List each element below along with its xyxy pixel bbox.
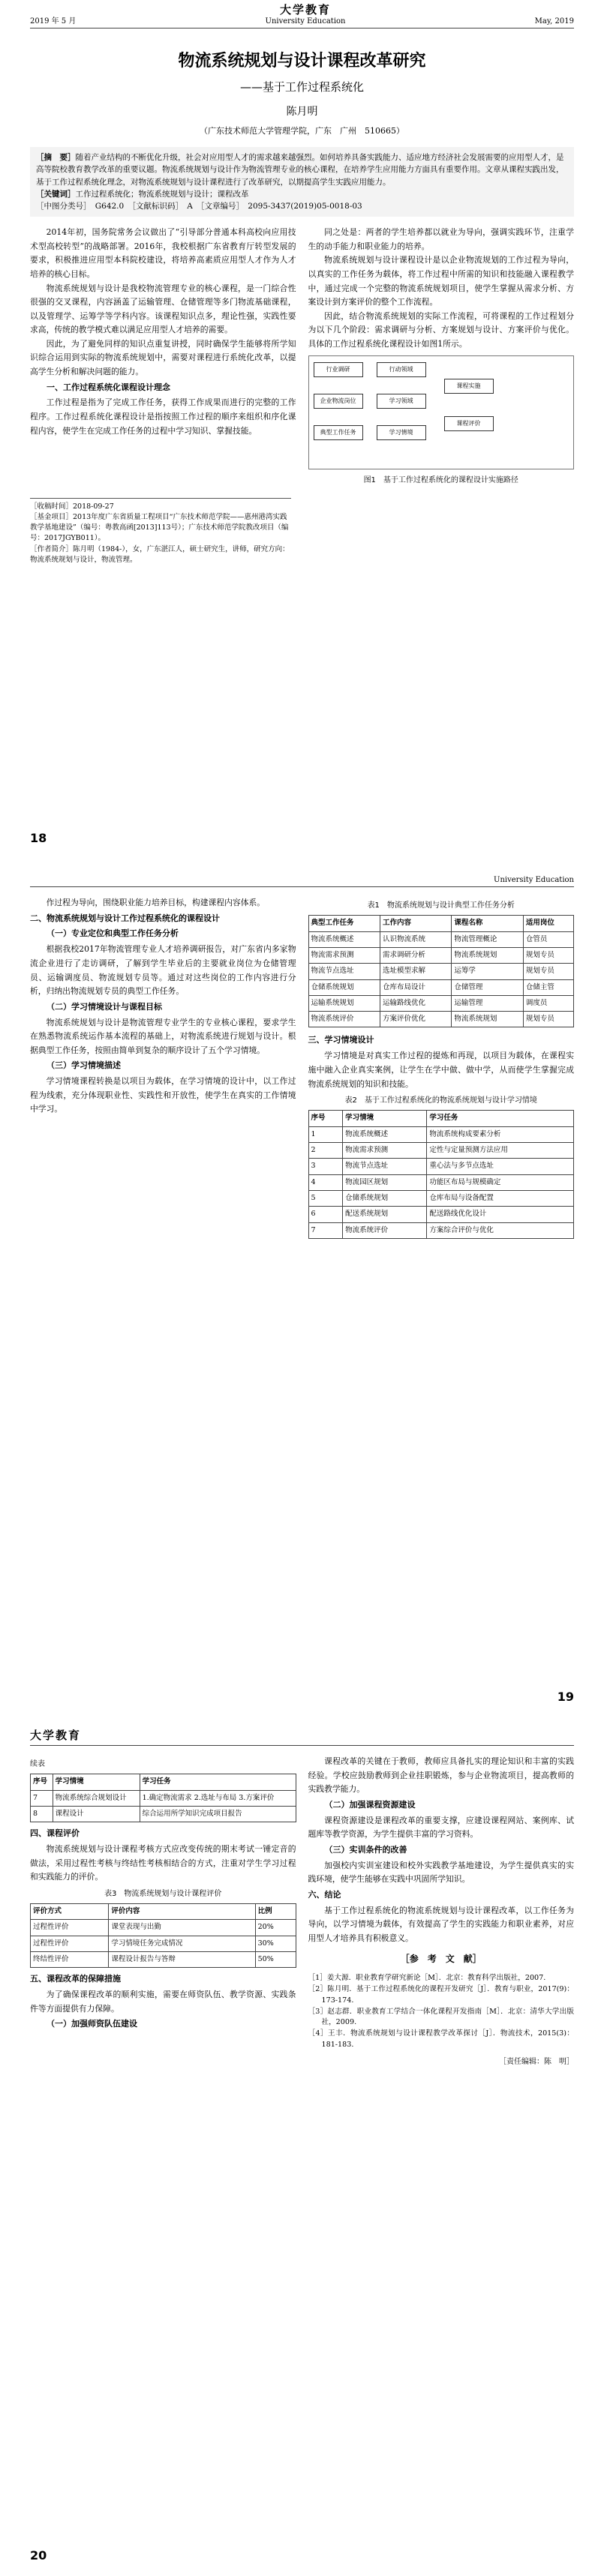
header-date: 2019 年 5 月: [30, 17, 77, 25]
table-cell: 物流系统概述: [343, 1126, 427, 1142]
subsection-heading: （二）学习情境设计与课程目标: [47, 1001, 162, 1012]
table-cell: 配送系统规划: [343, 1207, 427, 1222]
table-header: 评价方式: [31, 1903, 109, 1919]
table-cell: 7: [308, 1222, 343, 1238]
subsection-heading: （一）专业定位和典型工作任务分析: [47, 928, 179, 939]
table-cell: 仓储系统规划: [343, 1190, 427, 1206]
keywords-text: 工作过程系统化；物流系统规划与设计；课程改革: [75, 189, 249, 199]
page-1: [0, 0, 604, 859]
paragraph: 加强校内实训室建设和校外实践教学基地建设，为学生提供真实的实践环境，使学生能够在实践中巩固所学知识。: [308, 1860, 574, 1885]
column-right: [308, 226, 575, 490]
table-cell: 6: [308, 1207, 343, 1222]
table-row: [31, 1790, 296, 1806]
table-cell: 物流系统概述: [308, 931, 380, 947]
section-heading: 二、物流系统规划与设计工作过程系统化的课程设计: [30, 913, 220, 923]
table-header: 序号: [31, 1774, 53, 1790]
column-left: [30, 226, 296, 490]
paragraph: 为了确保课程改革的顺利实施，需要在师资队伍、教学资源、实践条件等方面提供有力保障。: [30, 1990, 296, 2014]
table-cell: 物流需求预测: [308, 947, 380, 963]
footnote-line: ［作者简介］陈月明（1984-），女，广东湛江人，硕士研究生，讲师，研究方向：物流系统规划与设计，物流管理。: [30, 544, 290, 564]
table-cell: 规划专员: [523, 1012, 573, 1027]
paragraph: 学习情境是对真实工作过程的提炼和再现，以项目为载体，在课程实施中融入企业真实案例，让学生在学中做、做中学，从而使学生掌握完成物流系统规划的知识和技能。: [308, 1051, 574, 1089]
table-cell: 仓储主管: [523, 979, 573, 995]
running-header: [30, 859, 574, 887]
fig-box: 行动领域: [377, 362, 426, 377]
journal-logo: 大学教育: [280, 3, 332, 16]
table-cell: 30%: [255, 1936, 296, 1951]
table-row: [31, 1920, 296, 1936]
table-cell: 5: [308, 1190, 343, 1206]
table-row: [308, 979, 574, 995]
reference-item: ［1］姜大源．职业教育学研究新论［M］．北京：教育科学出版社，2007.: [308, 1973, 546, 1982]
classification-line: ［中图分类号］ G642.0 ［文献标识码］ A ［文章编号］ 2095-3437(2019)05-0018-03: [36, 202, 362, 211]
table-row: [31, 1806, 296, 1822]
paragraph: 作过程为导向，围绕职业能力培养目标，构建课程内容体系。: [46, 898, 266, 907]
table-cell: 物流管理概论: [452, 931, 523, 947]
paragraph: 基于工作过程系统化的物流系统规划与设计课程改革，以工作任务为导向，以学习情境为载体，有效提高了学生的实践能力和职业素养，对应用型人才培养具有积极意义。: [308, 1905, 574, 1943]
table-header: 比例: [255, 1903, 296, 1919]
column-left: [30, 1755, 296, 2068]
page-number: 19: [557, 1690, 574, 1704]
body-columns: [30, 1755, 574, 2068]
section-heading: 五、课程改革的保障措施: [30, 1974, 121, 1984]
subsection-heading: （三）实训条件的改善: [324, 1844, 407, 1855]
table-cell: 定性与定量预测方法应用: [427, 1142, 574, 1158]
table-row: [308, 1207, 574, 1222]
table-cell: 物流系统评价: [308, 1012, 380, 1027]
table-cell: 选址模型求解: [380, 964, 451, 979]
table-cell: 综合运用所学知识完成项目报告: [140, 1806, 296, 1822]
paragraph: 物流系统规划与设计课程设计是以企业物流规划的工作过程为导向，以真实的工作任务为载体，将工作过程中所需的知识和技能融入课程教学中，通过完成一个完整的物流系统规划项目，使学生掌握从需求分析、方案设计到方案评价的整个工作流程。: [308, 255, 574, 307]
table-cell: 仓储管理: [452, 979, 523, 995]
table-header: 课程名称: [452, 916, 523, 931]
table-cell: 方案评价优化: [380, 1012, 451, 1027]
article-subtitle: ——基于工作过程系统化: [239, 80, 364, 94]
table-header: 典型工作任务: [308, 916, 380, 931]
table-caption: 表1 物流系统规划与设计典型工作任务分析: [367, 901, 515, 910]
table-cell: 仓库布局与设备配置: [427, 1190, 574, 1206]
table-cell: 运输系统规划: [308, 995, 380, 1011]
section-heading: 四、课程评价: [30, 1828, 80, 1839]
table-row: [308, 995, 574, 1011]
article-title: 物流系统规划与设计课程改革研究: [178, 52, 426, 70]
table-cell: 运输管理: [452, 995, 523, 1011]
table-cell: 1: [308, 1126, 343, 1142]
table-cell: 仓库布局设计: [380, 979, 451, 995]
table-row: [308, 1126, 574, 1142]
table-header-row: [31, 1903, 296, 1919]
keywords-label: ［关键词］: [36, 189, 76, 199]
footnote-line: ［收稿时间］2018-09-27: [30, 502, 114, 511]
table-header: 学习情境: [343, 1111, 427, 1126]
table-cell: 规划专员: [523, 964, 573, 979]
table-cell: 课程设计: [53, 1806, 140, 1822]
figure-caption: 图1 基于工作过程系统化的课程设计实施路径: [363, 476, 518, 485]
table-row: [31, 1951, 296, 1967]
table-cell: 规划专员: [523, 947, 573, 963]
journal-name-en: University Education: [265, 17, 346, 25]
fig-box: 课程评价: [444, 416, 494, 431]
table-row: [308, 1222, 574, 1238]
references-title: ［参 考 文 献］: [400, 1954, 482, 1965]
page-number: 18: [30, 831, 47, 845]
paragraph: 根据我校2017年物流管理专业人才培养调研报告，对广东省内多家物流企业进行了走访调研，了解到学生毕业后的主要就业岗位为仓储管理员、运输调度员、物流规划专员等。通过对这些岗位的工作内容进行分析，归纳出物流规划专员的典型工作任务。: [30, 944, 296, 997]
table-cell: 课程设计报告与答辩: [109, 1951, 255, 1967]
subsection-heading: （一）加强师资队伍建设: [47, 2019, 137, 2029]
subsection-heading: （三）学习情境描述: [47, 1060, 121, 1071]
table-row: [308, 1012, 574, 1027]
section-heading: 一、工作过程系统化课程设计理念: [47, 382, 170, 392]
paragraph: 物流系统规划与设计是物流管理专业学生的专业核心课程，要求学生在熟悉物流系统运作基本流程的基础上，对物流系统进行规划与设计。根据典型工作任务，按照由简单到复杂的顺序设计了五个学习情境。: [30, 1017, 296, 1055]
table-cell: 7: [31, 1790, 53, 1806]
affiliation: （广东技术师范大学管理学院，广东 广州 510665）: [200, 126, 404, 136]
table-cell: 调度员: [523, 995, 573, 1011]
paragraph: 因此，为了避免同样的知识点重复讲授，同时确保学生能够将所学知识综合运用到实际的物流系统规划中，需要对课程进行系统化改革，以提高学生分析和解决问题的能力。: [30, 338, 296, 376]
table-cell: 方案综合评价与优化: [427, 1222, 574, 1238]
abstract-text: 随着产业结构的不断优化升级，社会对应用型人才的需求越来越强烈。如何培养具备实践能力、适应地方经济社会发展需要的应用型人才，是高等院校教育教学改革的重要议题。物流系统规划与设计作为物流管理专业的核心课程，在培养学生应用能力方面具有重要作用。文章从课程实践出发，基于工作过程系统化理念，对物流系统规划与设计课程进行了改革研究，以期提高学生实践应用能力。: [36, 153, 564, 187]
paragraph: 同之处是：两者的学生培养都以就业为导向，强调实践环节，注重学生的动手能力和职业能力的培养。: [308, 227, 574, 251]
header-date-en: May, 2019: [534, 17, 574, 25]
table-header-row: [308, 916, 574, 931]
table-cell: 1.确定物流需求 2.选址与布局 3.方案评价: [140, 1790, 296, 1806]
abstract-block: [30, 147, 574, 217]
column-left: [30, 896, 296, 1239]
table-cell: 物流节点选址: [343, 1159, 427, 1174]
table-cell: 课堂表现与出勤: [109, 1920, 255, 1936]
paragraph: 2014年初，国务院常务会议做出了“引导部分普通本科高校向应用技术型高校转型”的战略部署。2016年，我校根据广东省教育厅转型发展的要求，积极推进应用型本科院校建设，将培养高素质应用型人才作为人才培养的核心目标。: [30, 227, 296, 280]
table-row: [308, 1174, 574, 1190]
paragraph: 物流系统规划与设计课程考核方式应改变传统的期末考试一锤定音的做法，采用过程性考核与终结性考核相结合的方式，注重对学生学习过程和实践能力的评价。: [30, 1844, 296, 1882]
table-cell: 重心法与多节点选址: [427, 1159, 574, 1174]
table-cell: 运输路线优化: [380, 995, 451, 1011]
table-cell: 仓储系统规划: [308, 979, 380, 995]
table-caption: 表3 物流系统规划与设计课程评价: [104, 1889, 222, 1898]
table-cell: 需求调研分析: [380, 947, 451, 963]
table-cell: 物流系统规划: [452, 1012, 523, 1027]
table-cell: 物流节点选址: [308, 964, 380, 979]
footnote: [30, 498, 291, 566]
table-cell: 认识物流系统: [380, 931, 451, 947]
paragraph: 学习情境课程转换是以项目为载体，在学习情境的设计中，以工作过程为线索，充分体现职业性、实践性和开放性，使学生在真实的工作情境中学习。: [30, 1076, 296, 1114]
table-cell: 物流系统构成要素分析: [427, 1126, 574, 1142]
table-continued-label: 续表: [30, 1760, 45, 1768]
table-cell: 学习情境任务完成情况: [109, 1936, 255, 1951]
paragraph: 课程资源建设是课程改革的重要支撑，应建设课程网站、案例库、试题库等教学资源，为学生提供丰富的学习资料。: [308, 1815, 574, 1840]
table-header: 适用岗位: [523, 916, 573, 931]
table-3: [30, 1903, 296, 1968]
references-list: [308, 1973, 575, 2051]
table-2: [308, 1110, 575, 1239]
paragraph: 物流系统规划与设计是我校物流管理专业的核心课程，是一门综合性很强的交叉课程，内容涵盖了运输管理、仓储管理等多门物流基础课程，以及管理学、运筹学等学科内容。该课程知识点多，理论性强，实践性要求高，传统的教学模式难以满足应用型人才培养的需要。: [30, 283, 296, 335]
paragraph: 课程改革的关键在于教师，教师应具备扎实的理论知识和丰富的实践经验。学校应鼓励教师到企业挂职锻炼，参与企业物流项目，提高教师的实践教学能力。: [308, 1756, 574, 1795]
table-header: 学习任务: [427, 1111, 574, 1126]
table-caption: 表2 基于工作过程系统化的物流系统规划与设计学习情境: [344, 1096, 537, 1105]
table-cell: 物流园区规划: [343, 1174, 427, 1190]
table-cell: 物流需求预测: [343, 1142, 427, 1158]
column-right: [308, 896, 575, 1239]
table-cell: 物流系统规划: [452, 947, 523, 963]
table-cell: 3: [308, 1159, 343, 1174]
table-row: [308, 1190, 574, 1206]
table-row: [308, 931, 574, 947]
table-cell: 2: [308, 1142, 343, 1158]
table-header: 序号: [308, 1111, 343, 1126]
column-right: [308, 1755, 575, 2068]
table-cell: 仓管员: [523, 931, 573, 947]
running-header: [30, 1717, 574, 1746]
editor-note: ［责任编辑：陈 明］: [499, 2057, 574, 2066]
figure-1-flowchart: [308, 355, 575, 469]
table-cell: 终结性评价: [31, 1951, 109, 1967]
fig-box: 企业物流岗位: [314, 394, 363, 409]
abstract-label: ［摘 要］: [36, 153, 76, 162]
table-row: [308, 1159, 574, 1174]
section-heading: 三、学习情境设计: [308, 1035, 374, 1045]
table-cell: 8: [31, 1806, 53, 1822]
table-cell: 物流系统综合规划设计: [53, 1790, 140, 1806]
fig-box: 学习情境: [377, 425, 426, 440]
table-cell: 过程性评价: [31, 1936, 109, 1951]
subsection-heading: （二）加强课程资源建设: [324, 1799, 416, 1810]
header-journal: [266, 1, 346, 25]
fig-box: 课程实施: [444, 379, 494, 394]
table-row: [308, 964, 574, 979]
table-cell: 20%: [255, 1920, 296, 1936]
fig-box: 行业调研: [314, 362, 363, 377]
table-header: 学习任务: [140, 1774, 296, 1790]
table-cell: 物流系统评价: [343, 1222, 427, 1238]
table-cell: 配送路线优化设计: [427, 1207, 574, 1222]
table-row: [31, 1936, 296, 1951]
reference-item: ［3］赵志群．职业教育工学结合一体化课程开发指南［M］．北京：清华大学出版社，2009.: [308, 2007, 574, 2027]
page-number: 20: [30, 2548, 47, 2563]
paragraph: 工作过程是指为了完成工作任务，获得工作成果而进行的完整的工作程序。工作过程系统化课程设计是指按照工作过程的顺序来组织和序化课程内容，使学生在完成工作任务的过程中学习知识、掌握技能。: [30, 397, 296, 436]
fig-box: 典型工作任务: [314, 425, 363, 440]
table-row: [308, 947, 574, 963]
table-row: [308, 1142, 574, 1158]
table-header: 评价内容: [109, 1903, 255, 1919]
journal-logo: 大学教育: [30, 1729, 82, 1742]
body-columns: [30, 896, 574, 1239]
table-header-row: [308, 1111, 574, 1126]
reference-item: ［4］王丰．物流系统规划与设计课程教学改革探讨［J］．物流技术，2015(3)：181-183.: [308, 2029, 574, 2050]
fig-box: 学习领域: [377, 394, 426, 409]
paragraph: 因此，结合物流系统规划的实际工作流程，可将课程的工作过程划分为以下几个阶段：需求调研与分析、方案规划与设计、方案评价与优化。具体的工作过程系统化课程设计如图1所示。: [308, 310, 574, 349]
table-cell: 运筹学: [452, 964, 523, 979]
table-cell: 功能区布局与规模确定: [427, 1174, 574, 1190]
reference-item: ［2］陈月明．基于工作过程系统化的课程开发研究［J］．教育与职业，2017(9)：173-174.: [308, 1984, 574, 2005]
table-header-row: [31, 1774, 296, 1790]
page-2: [0, 859, 604, 1717]
table-cell: 50%: [255, 1951, 296, 1967]
running-header: [30, 0, 574, 28]
page-3: [0, 1717, 604, 2576]
table-cell: 过程性评价: [31, 1920, 109, 1936]
table-header: 工作内容: [380, 916, 451, 931]
table-2-continued: [30, 1774, 296, 1822]
body-columns: [30, 226, 574, 490]
author: 陈月明: [286, 106, 318, 118]
table-header: 学习情境: [53, 1774, 140, 1790]
table-1: [308, 915, 575, 1027]
section-heading: 六、结论: [308, 1889, 341, 1900]
journal-name-en: University Education: [494, 876, 574, 884]
table-cell: 4: [308, 1174, 343, 1190]
footnote-line: ［基金项目］2013年度广东省质量工程项目“广东技术师范学院——惠州港湾实践教学基地建设”（编号：粤教高函[2013]113号）；广东技术师范学院教改项目（编号：2017JGYB011）。: [30, 512, 289, 543]
